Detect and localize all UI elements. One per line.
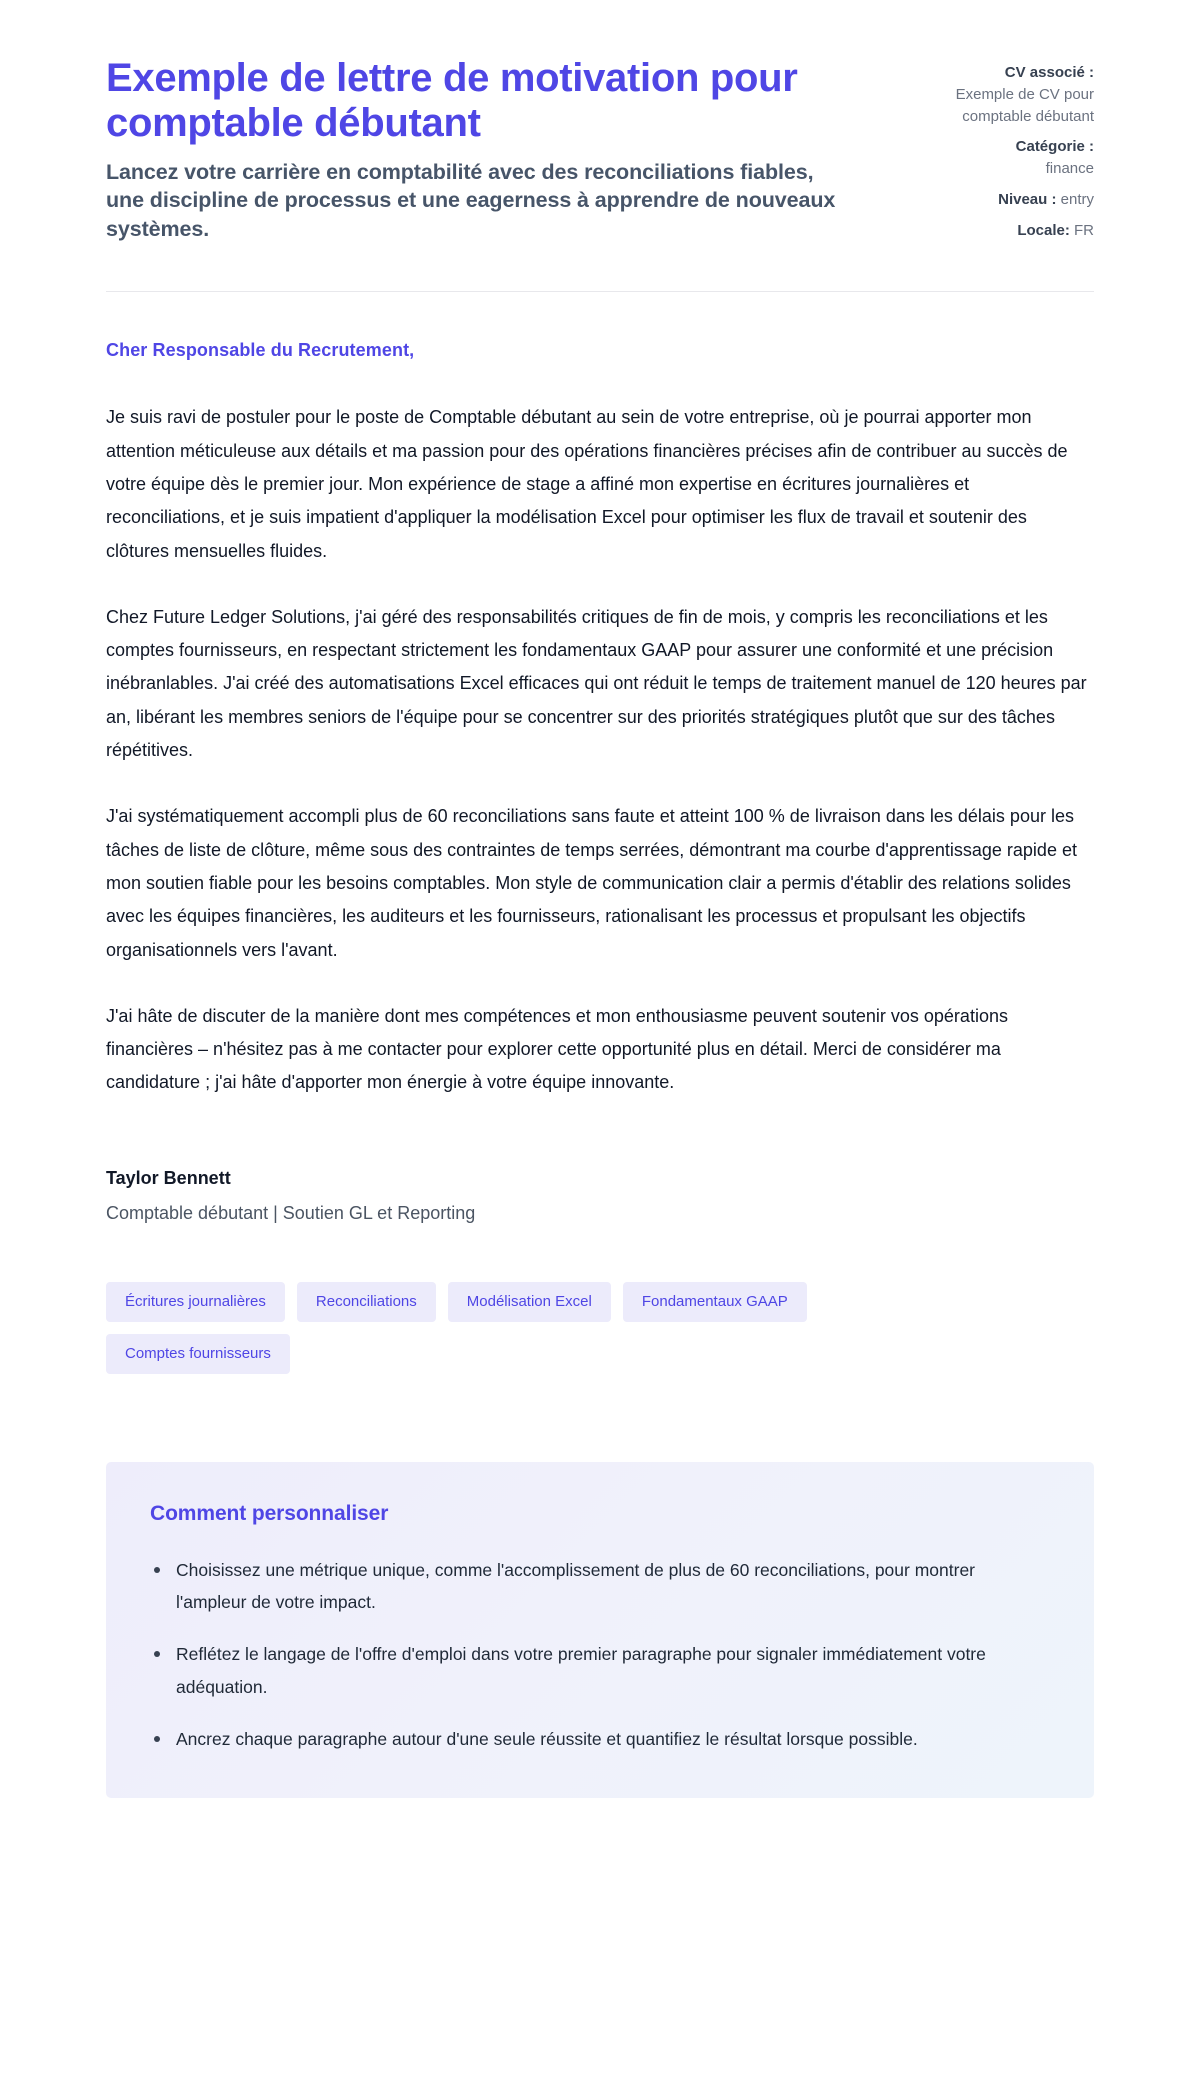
- meta-level: [922, 189, 1094, 211]
- header-metadata-panel: [922, 56, 1094, 241]
- meta-category: [922, 136, 1094, 180]
- page-header: [106, 56, 1094, 243]
- skill-tag[interactable]: Fondamentaux GAAP: [623, 1282, 807, 1322]
- meta-locale: [922, 220, 1094, 242]
- meta-associated-cv: [922, 62, 1094, 127]
- page-title: Exemple de lettre de motivation pour comptable débutant: [106, 56, 798, 145]
- meta-category-label: Catégorie :: [1015, 138, 1094, 156]
- callout-tip-item: Choisissez une métrique unique, comme l'accomplissement de plus de 60 reconciliations, pour montrer l'ampleur de votre impact.: [150, 1554, 1050, 1619]
- letter-paragraph: J'ai hâte de discuter de la manière dont mes compétences et mon enthousiasme peuvent soutenir vos opérations financières – n'hésitez pas à me contacter pour explorer cette opportunité plus en détail. Merci de considérer ma candidature ; j'ai hâte d'apporter mon énergie à votre équipe innovante.: [106, 1005, 1008, 1093]
- skill-tag[interactable]: Modélisation Excel: [448, 1282, 611, 1322]
- callout-tip-item: Reflétez le langage de l'offre d'emploi dans votre premier paragraphe pour signaler immédiatement votre adéquation.: [150, 1638, 1050, 1703]
- letter-salutation: Cher Responsable du Recrutement,: [106, 340, 415, 361]
- skill-tag[interactable]: Comptes fournisseurs: [106, 1334, 290, 1374]
- skill-tag-list: [106, 1282, 906, 1374]
- meta-level-value: entry: [1060, 190, 1094, 208]
- customization-callout: [106, 1462, 1094, 1798]
- signature-role: Comptable débutant | Soutien GL et Reporting: [106, 1202, 476, 1223]
- page-subtitle: Lancez votre carrière en comptabilité avec des reconciliations fiables, une discipline de processus et une eagerness à apprendre de nouveaux systèmes.: [106, 159, 836, 241]
- meta-level-label: Niveau :: [998, 190, 1057, 208]
- callout-tip-item: Ancrez chaque paragraphe autour d'une seule réussite et quantifiez le résultat lorsque possible.: [150, 1723, 1050, 1755]
- meta-associated-cv-label: CV associé :: [1004, 64, 1094, 81]
- signature-name: Taylor Bennett: [106, 1167, 231, 1188]
- meta-category-value: finance: [1045, 160, 1094, 177]
- letter-paragraph: Je suis ravi de postuler pour le poste de Comptable débutant au sein de votre entreprise, où je pourrai apporter mon attention méticuleuse aux détails et ma passion pour des opérations financières précises afin de contribuer au succès de votre équipe dès le premier jour. Mon expérience de stage a affiné mon expertise en écritures journalières et reconciliations, et je suis impatient d'appliquer la modélisation Excel pour optimiser les flux de travail et soutenir des clôtures mensuelles fluides.: [106, 407, 1068, 561]
- letter-paragraph: Chez Future Ledger Solutions, j'ai géré des responsabilités critiques de fin de mois, y compris les reconciliations et les comptes fournisseurs, en respectant strictement les fondamentaux GAAP pour assurer une conformité et une précision inébranlables. J'ai créé des automatisations Excel efficaces qui ont réduit le temps de traitement manuel de 120 heures par an, libérant les membres seniors de l'équipe pour se concentrer sur des priorités stratégiques plutôt que sur des tâches répétitives.: [106, 606, 1087, 761]
- header-text-block: [106, 56, 836, 243]
- callout-tip-list: [150, 1554, 1050, 1756]
- letter-signature: [106, 1168, 1094, 1224]
- callout-title: Comment personnaliser: [150, 1501, 389, 1525]
- letter-paragraph: J'ai systématiquement accompli plus de 60 reconciliations sans faute et atteint 100 % de livraison dans les délais pour les tâches de liste de clôture, même sous des contraintes de temps serrées, démontrant ma courbe d'apprentissage rapide et mon soutien fiable pour les besoins comptables. Mon style de communication clair a permis d'établir des relations solides avec les équipes financières, les auditeurs et les fournisseurs, rationalisant les processus et propulsant les objectifs organisationnels vers l'avant.: [106, 806, 1077, 960]
- letter-body: [106, 292, 1094, 1223]
- skill-tag[interactable]: Reconciliations: [297, 1282, 436, 1322]
- meta-associated-cv-value: Exemple de CV pour comptable débutant: [955, 85, 1094, 125]
- meta-locale-label: Locale:: [1017, 221, 1070, 239]
- meta-locale-value: FR: [1074, 221, 1094, 239]
- skill-tag[interactable]: Écritures journalières: [106, 1282, 285, 1322]
